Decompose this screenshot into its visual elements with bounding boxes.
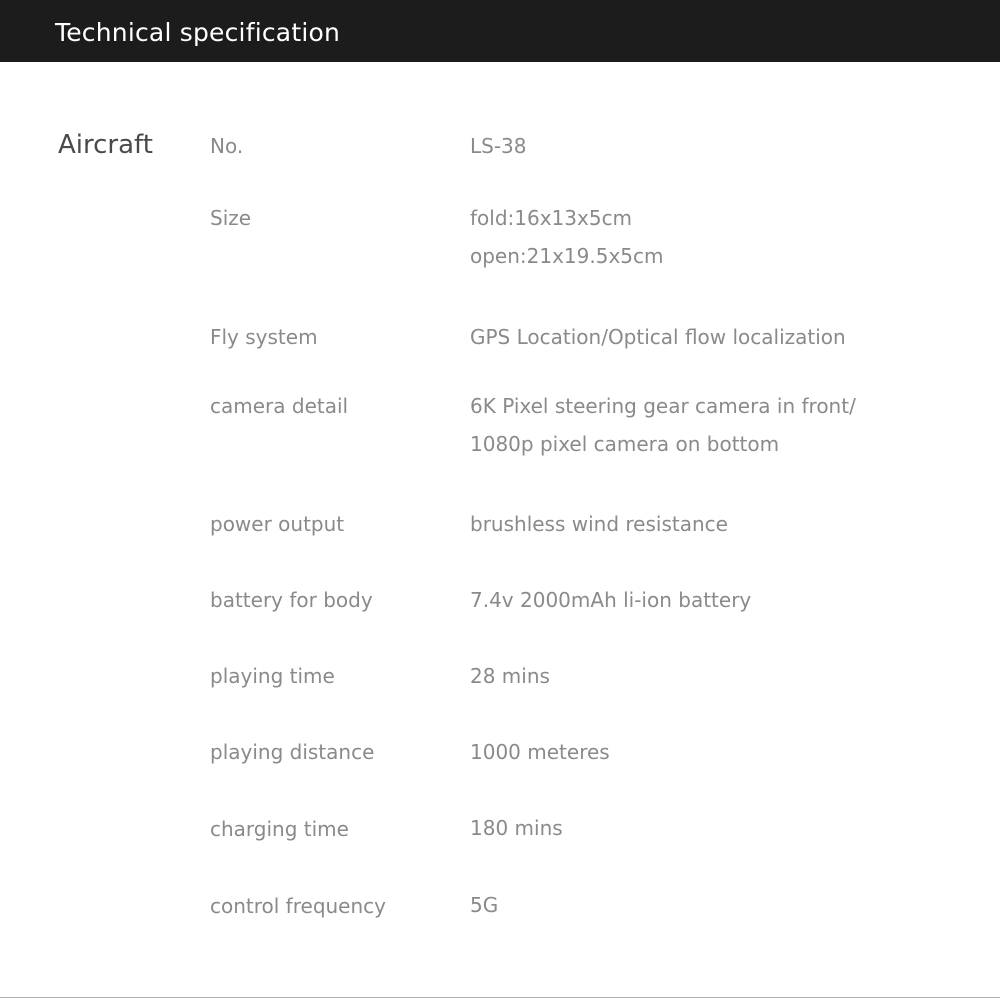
spec-label: power output	[210, 512, 345, 536]
spec-label: playing distance	[210, 740, 375, 764]
spec-value-line: open:21x19.5x5cm	[470, 244, 664, 268]
bottom-divider	[0, 997, 1000, 998]
spec-value-line: fold:16x13x5cm	[470, 206, 633, 230]
spec-value-line: GPS Location/Optical flow localization	[470, 325, 846, 349]
spec-label: camera detail	[210, 394, 349, 418]
spec-value	[470, 199, 970, 275]
spec-value-line: 1000 meteres	[470, 740, 610, 764]
spec-value-line: 6K Pixel steering gear camera in front/	[470, 394, 856, 418]
spec-value-line: LS-38	[470, 134, 527, 158]
spec-value	[470, 127, 970, 165]
section-label-aircraft: Aircraft	[58, 130, 153, 160]
spec-value-line: 7.4v 2000mAh li-ion battery	[470, 588, 752, 612]
spec-value	[470, 318, 970, 356]
spec-value-line: 5G	[470, 893, 499, 917]
spec-value	[470, 657, 970, 695]
spec-value-line: 28 mins	[470, 664, 550, 688]
page-title: Technical specification	[55, 18, 341, 47]
spec-value-line: 180 mins	[470, 816, 563, 840]
spec-value-line: 1080p pixel camera on bottom	[470, 432, 780, 456]
spec-value	[470, 733, 970, 771]
spec-value	[470, 809, 970, 847]
spec-value	[470, 505, 970, 543]
spec-value	[470, 886, 970, 924]
spec-label: Size	[210, 206, 252, 230]
spec-label: Fly system	[210, 325, 318, 349]
spec-label: control frequency	[210, 894, 386, 918]
spec-value	[470, 387, 970, 463]
spec-label: playing time	[210, 664, 335, 688]
spec-label: charging time	[210, 817, 349, 841]
spec-value	[470, 581, 970, 619]
spec-label: battery for body	[210, 588, 373, 612]
spec-label: No.	[210, 134, 244, 158]
header-bar	[0, 0, 1000, 62]
spec-value-line: brushless wind resistance	[470, 512, 728, 536]
